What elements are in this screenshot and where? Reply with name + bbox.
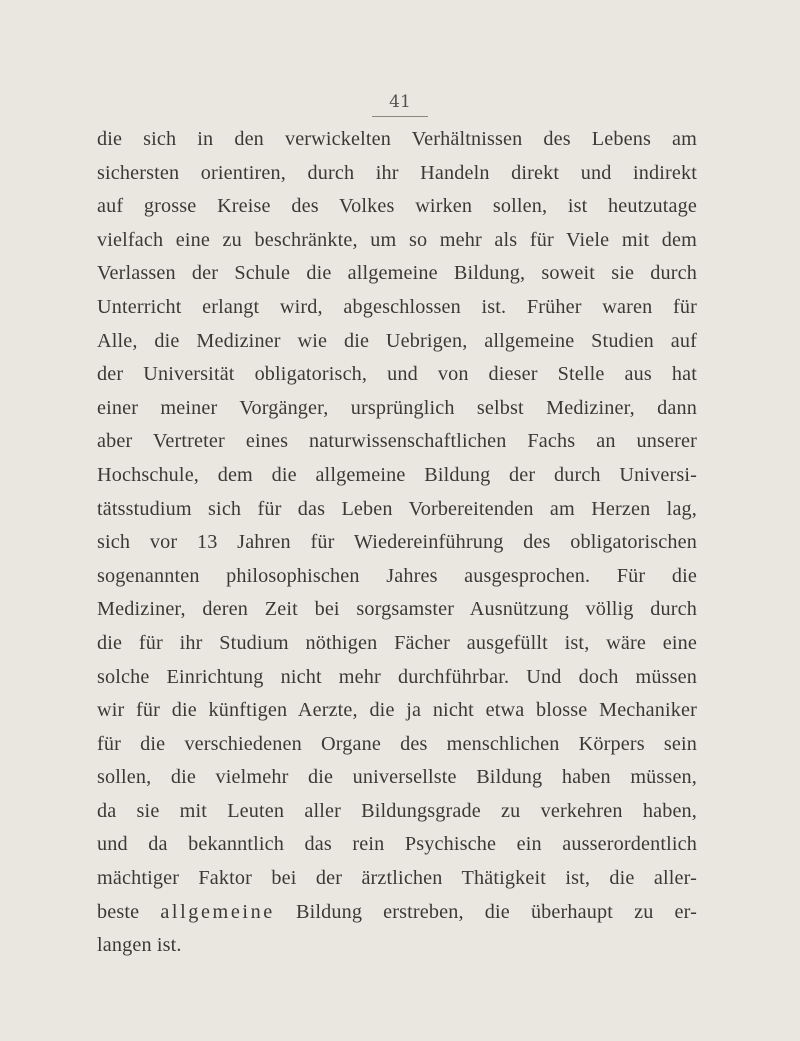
- text-line: Mediziner, deren Zeit bei sorgsamster Ausnützung völlig durch: [97, 598, 697, 621]
- text-line: die sich in den verwickelten Verhältnissen des Lebens am: [97, 128, 697, 150]
- text-line: tätsstudium sich für das Leben Vorbereitenden am Herzen lag,: [97, 497, 697, 520]
- text-line: solche Einrichtung nicht mehr durchführbar. Und doch müssen: [97, 665, 697, 688]
- text-line: auf grosse Kreise des Volkes wirken sollen, ist heutzutage: [97, 195, 697, 218]
- text-line: da sie mit Leuten aller Bildungsgrade zu verkehren haben,: [97, 799, 697, 822]
- text-line: Hochschule, dem die allgemeine Bildung der durch Universi-: [97, 463, 697, 486]
- text-line: sollen, die vielmehr die universellste Bildung haben müssen,: [97, 766, 697, 789]
- text-line: Alle, die Mediziner wie die Uebrigen, allgemeine Studien auf: [97, 329, 697, 352]
- text-line: Verlassen der Schule die allgemeine Bildung, soweit sie durch: [97, 262, 697, 285]
- text-line: vielfach eine zu beschränkte, um so mehr als für Viele mit dem: [97, 228, 697, 251]
- text-line: sogenannten philosophischen Jahres ausgesprochen. Für die: [97, 564, 697, 587]
- text-run: beste: [97, 900, 161, 923]
- text-line: der Universität obligatorisch, und von dieser Stelle aus hat: [97, 363, 697, 386]
- text-line: mächtiger Faktor bei der ärztlichen Thätigkeit ist, die aller-: [97, 867, 697, 890]
- text-line: und da bekanntlich das rein Psychische ein ausserordentlich: [97, 833, 697, 856]
- text-line: für die verschiedenen Organe des menschlichen Körpers sein: [97, 732, 697, 755]
- body-paragraph: [97, 123, 697, 963]
- page-number: 41: [389, 92, 411, 112]
- text-line: Unterricht erlangt wird, abgeschlossen ist. Früher waren für: [97, 295, 697, 318]
- text-line: sich vor 13 Jahren für Wiedereinführung des obligatorischen: [97, 531, 697, 554]
- page-number-rule: [372, 116, 428, 117]
- text-run: Bildung erstreben, die überhaupt zu er-: [274, 900, 697, 923]
- text-line: die für ihr Studium nöthigen Fächer ausgefüllt ist, wäre eine: [97, 631, 697, 654]
- emphasized-word: allgemeine: [160, 900, 275, 923]
- text-line: sichersten orientiren, durch ihr Handeln direkt und indirekt: [97, 161, 697, 184]
- text-line: [97, 896, 697, 930]
- text-line: wir für die künftigen Aerzte, die ja nicht etwa blosse Mechaniker: [97, 699, 697, 722]
- text-line: aber Vertreter eines naturwissenschaftlichen Fachs an unserer: [97, 430, 697, 453]
- text-line: einer meiner Vorgänger, ursprünglich selbst Mediziner, dann: [97, 396, 697, 419]
- text-line-final: langen ist.: [97, 934, 182, 957]
